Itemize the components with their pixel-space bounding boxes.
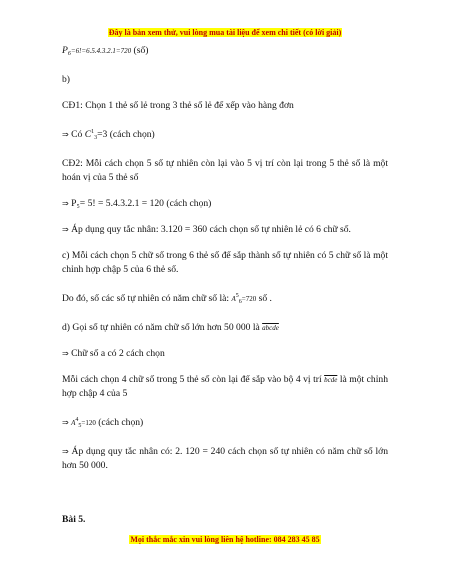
part-c-result: Do đó, số các số tự nhiên có năm chữ số là: $A^5_6=720$ số . [62,293,272,305]
part-d-text: d) Gọi số tự nhiên có năm chữ số lớn hơn 50 000 là abcde [62,322,279,333]
multiplication-rule-1: ⇒ Áp dụng quy tắc nhân: 3.120 = 360 cách chọn số tự nhiên lẻ có 6 chữ số. [62,224,351,235]
digit-a-choices: ⇒ Chữ số a có 2 cách chọn [62,348,165,359]
arrangement-text: Mỗi cách chọn 4 chữ số trong 5 thẻ số còn lại để sắp vào bộ 4 vị trí bcde là một chỉnh hợp chập 4 của 5 [62,374,388,399]
part-c-text: c) Mỗi cách chọn 5 chữ số trong 6 thẻ số để sắp thành số tự nhiên có 5 chữ số là một chỉnh hợp chập 5 của 6 thẻ số. [62,250,388,275]
document-body [62,44,388,539]
stage2-result: ⇒ P₅= 5! = 5.4.3.2.1 = 120 (cách chọn) [62,198,212,209]
preview-notice: Đây là bản xem thử, vui lòng mua tài liệu để xem chi tiết (có lời giải) [108,28,342,37]
arrangement-result: ⇒ $A^4_5=120$ (cách chọn) [62,417,144,429]
part-b-label: b) [62,74,70,85]
exercise-5-heading: Bài 5. [62,514,86,525]
formula-line-p6: $P_6=6!=6.5.4.3.2.1=720$ (số) [62,45,149,57]
multiplication-rule-2: ⇒ Áp dụng quy tắc nhân có: 2. 120 = 240 cách chọn số tự nhiên có năm chữ số lớn hơn 50 000. [62,446,388,471]
stage2-text: CĐ2: Mỗi cách chọn 5 số tự nhiên còn lại vào 5 vị trí còn lại trong 5 thẻ số là một hoán vị của 5 thẻ số [62,158,388,183]
stage1-result: ⇒ Có $C^1_3=3$ (cách chọn) [62,129,155,141]
stage1-text: CĐ1: Chọn 1 thẻ số lẻ trong 3 thẻ số lẻ để xếp vào hàng đơn [62,100,294,111]
hotline-notice: Mọi thắc mắc xin vui lòng liên hệ hotline: 084 283 45 85 [130,535,320,544]
